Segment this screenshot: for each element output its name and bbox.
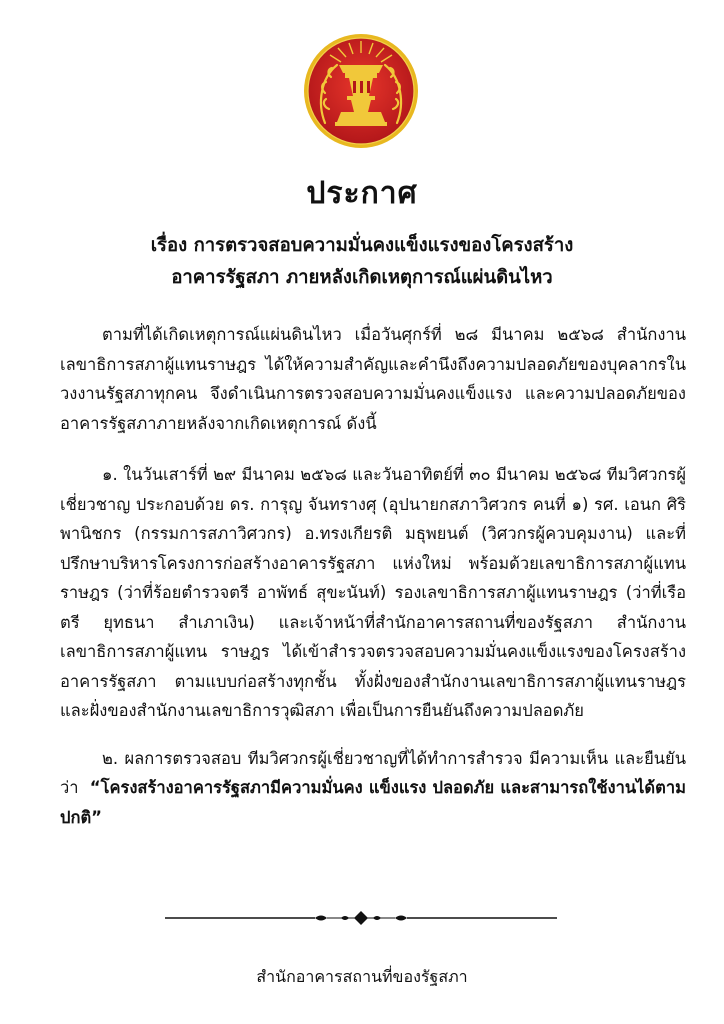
subject-line-2: อาคารรัฐสภา ภายหลังเกิดเหตุการณ์แผ่นดินไหว <box>171 267 553 288</box>
page-title: ประกาศ <box>306 176 418 211</box>
item-1-paragraph: ๑. ในวันเสาร์ที่ ๒๙ มีนาคม ๒๕๖๘ และวันอาทิตย์ที่ ๓๐ มีนาคม ๒๕๖๘ ทีมวิศวกรผู้เชี่ยวชาญ ประกอบด้วย ดร. การุญ จันทรางศุ (อุปนายกสภาวิศวกร คนที่ ๑) รศ. เอนก ศิริพานิชกร (กรรมการสภาวิศวกร) อ.ทรงเกียรติ มธุพยนต์ (วิศวกรผู้ควบคุมงาน) และที่ปรึกษาบริหารโครงการก่อสร้างอาคารรัฐสภา แห่งใหม่ พร้อมด้วยเลขาธิการสภาผู้แทนราษฎร (ว่าที่ร้อยตำรวจตรี อาพัทธ์ สุขะนันท์) รองเลขาธิการสภาผู้แทนราษฎร (ว่าที่เรือตรี ยุทธนา สำเภาเงิน) และเจ้าหน้าที่สำนักอาคารสถานที่ของรัฐสภา สำนักงานเลขาธิการสภาผู้แทน ราษฎร ได้เข้าสำรวจตรวจสอบความมั่นคงแข็งแรงของโครงสร้างอาคารรัฐสภา ตามแบบก่อสร้างทุกชั้น ทั้งฝั่งของสำนักงานเลขาธิการสภาผู้แทนราษฎร และฝั่งของสำนักงานเลขาธิการวุฒิสภา เพื่อเป็นการยืนยันถึงความปลอดภัย <box>60 465 686 720</box>
announcement-body <box>60 320 686 832</box>
intro-paragraph: ตามที่ได้เกิดเหตุการณ์แผ่นดินไหว เมื่อวันศุกร์ที่ ๒๘ มีนาคม ๒๕๖๘ สำนักงานเลขาธิการสภาผู้แทนราษฎร ได้ให้ความสำคัญและคำนึงถึงความปลอดภัยของบุคลากรในวงงานรัฐสภาทุกคน จึงดำเนินการตรวจสอบความมั่นคงแข็งแรง และความปลอดภัยของอาคารรัฐสภาภายหลังจากเกิดเหตุการณ์ ดังนี้ <box>60 325 686 433</box>
item-2-quote: “โครงสร้างอาคารรัฐสภามีความมั่นคง แข็งแรง ปลอดภัย และสามารถใช้งานได้ตามปกติ” <box>60 778 686 827</box>
item-2-paragraph <box>60 744 686 833</box>
issuer-signature: สำนักอาคารสถานที่ของรัฐสภา <box>256 967 468 986</box>
ornamental-divider <box>165 906 557 930</box>
parliament-seal-icon <box>303 33 419 149</box>
subject-line-1: เรื่อง การตรวจสอบความมั่นคงแข็งแรงของโครงสร้าง <box>150 235 574 256</box>
subject-heading <box>40 230 684 294</box>
item-2-text: ๒. ผลการตรวจสอบ ทีมวิศวกรผู้เชี่ยวชาญที่ได้ทำการสำรวจ มีความเห็น และยืนยันว่า <box>60 748 686 797</box>
